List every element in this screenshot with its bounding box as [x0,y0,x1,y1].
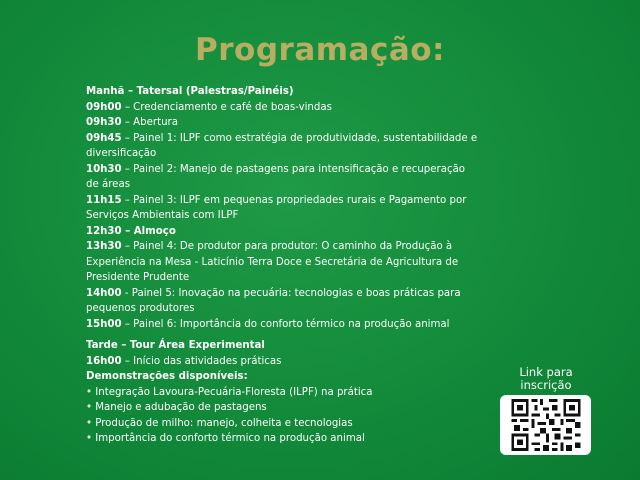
item-continuation: pequenos produtores [86,303,195,314]
lunch-item: 12h30 – Almoço [86,225,176,237]
registration-label-line1: Link para [519,365,573,379]
item-continuation: Experiência na Mesa - Laticínio Terra Doce e Secretária de Agricultura de [86,256,459,268]
schedule [86,84,556,447]
schedule-item [86,286,556,302]
qr-code-icon [510,399,582,451]
item-text: – Início das atividades práticas [121,355,282,367]
item-text: - Painel 5: Inovação na pecuária: tecnologias e boas práticas para [121,287,461,299]
item-time: 09h30 [86,117,122,128]
item-text: – Abertura [121,117,178,128]
item-text: – Painel 4: De produtor para produtor: O caminho da Produção à [121,241,453,252]
item-text: – Painel 6: Importância do conforto térmico na produção animal [121,318,450,330]
page-title: Programação: [195,32,445,68]
registration-label [500,366,592,391]
schedule-item [86,317,556,333]
schedule-item [86,131,556,147]
item-time: 11h15 [86,194,122,206]
demo-item: • Importância do conforto térmico na produção animal [86,433,365,444]
registration-label-line2: inscrição [520,377,572,392]
registration-qr-code[interactable] [500,395,591,455]
item-text: – Painel 1: ILPF como estratégia de produtividade, sustentabilidade e [121,132,478,144]
demo-item: • Produção de milho: manejo, colheita e tecnologias [86,417,353,429]
item-text: – Credenciamento e café de boas-vindas [121,101,332,113]
item-continuation: Presidente Prudente [86,272,190,283]
item-time: 14h00 [86,287,122,299]
item-time: 09h00 [86,101,122,113]
item-time: 15h00 [86,318,122,330]
schedule-item [86,354,556,370]
item-text: – Painel 3: ILPF em pequenas propriedades rurais e Pagamento por [121,194,467,206]
item-text: – Painel 2: Manejo de pastagens para intensificação e recuperação [121,163,466,175]
schedule-item [86,115,556,131]
schedule-item [86,193,556,209]
item-continuation: Serviços Ambientais com ILPF [86,210,239,221]
demo-item: • Manejo e adubação de pastagens [86,402,267,413]
schedule-item [86,100,556,116]
item-continuation: diversificação [86,148,157,159]
item-time: 13h30 [86,241,122,252]
morning-heading: Manhã – Tatersal (Palestras/Painéis) [86,86,294,97]
afternoon-heading: Tarde – Tour Área Experimental [86,340,265,351]
item-continuation: de áreas [86,179,130,190]
schedule-item [86,162,556,178]
item-time: 10h30 [86,163,122,175]
schedule-item [86,239,556,255]
demo-item: • Integração Lavoura-Pecuária-Floresta (ILPF) na prática [86,386,373,398]
item-time: 16h00 [86,355,122,367]
item-time: 09h45 [86,132,122,144]
demos-heading: Demonstrações disponíveis: [86,371,248,382]
